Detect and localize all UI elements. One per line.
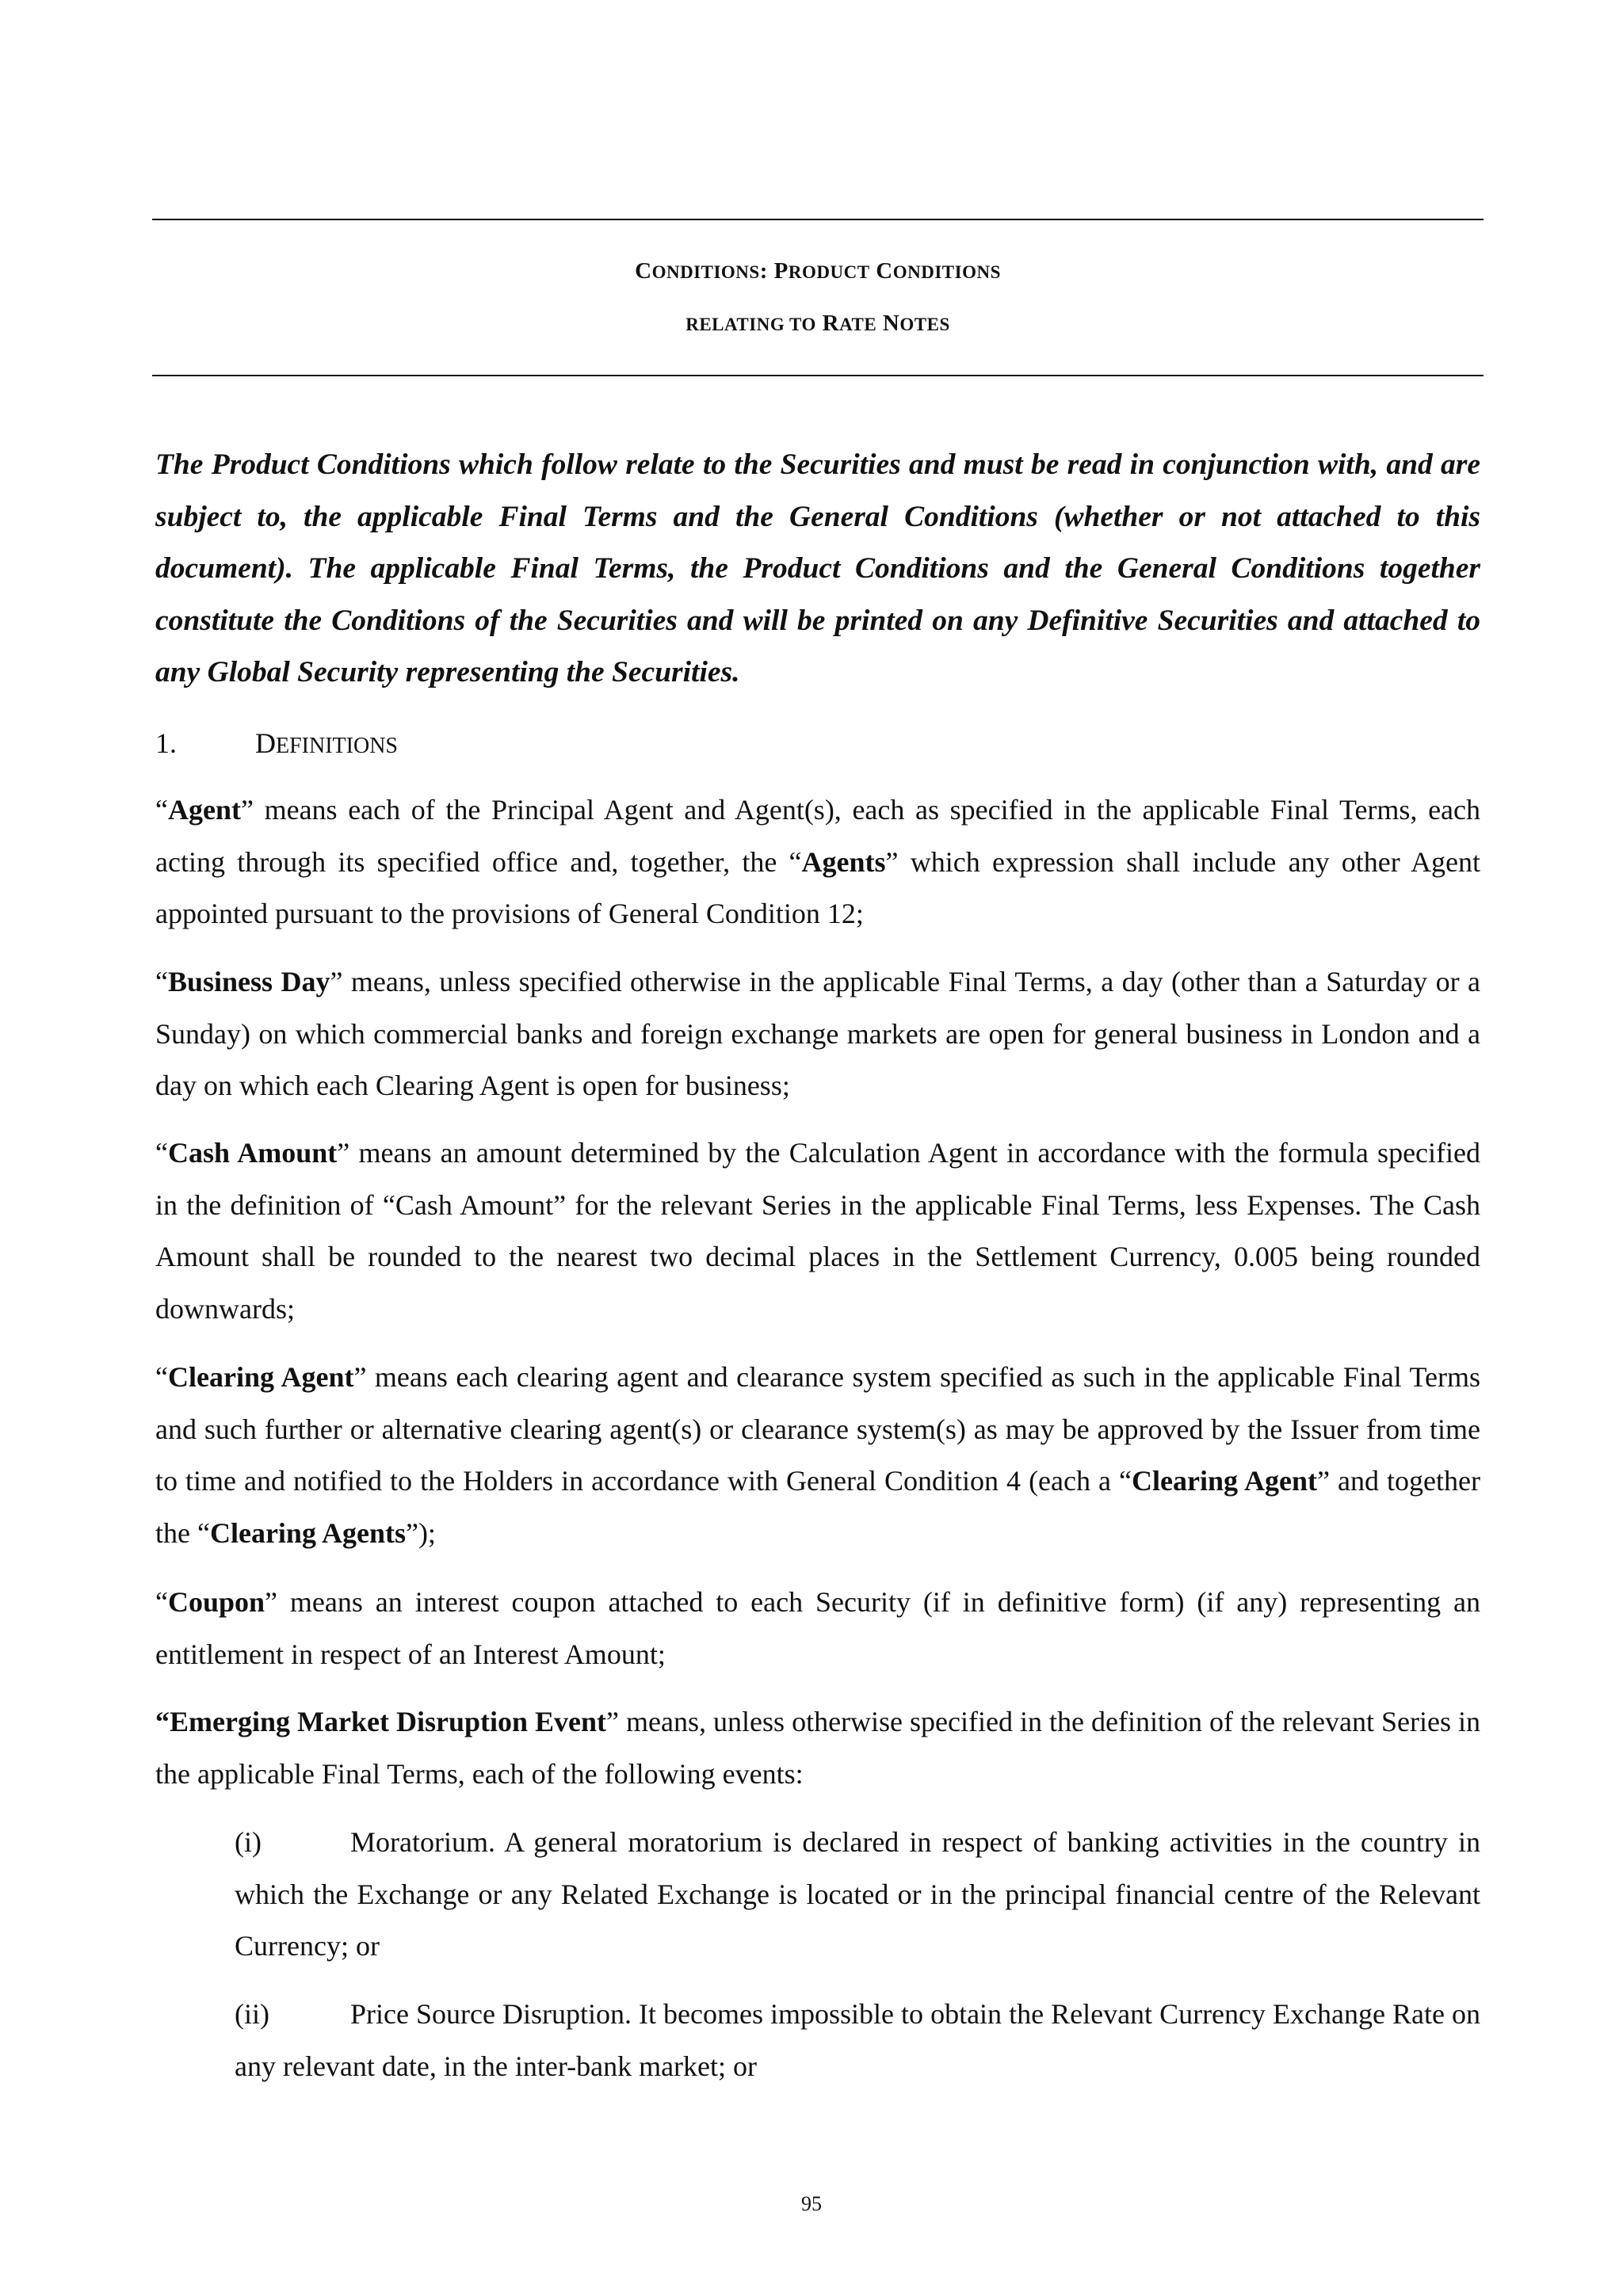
title-colon: : [759,258,768,284]
definition-text: ” means an interest coupon attached to each Security (if in definitive form) (if any) representing an entitlement in respect of an Interest Amount; [155,1586,1480,1670]
title-word-rest: ATE [839,315,877,334]
definition-text: ” means, unless otherwise specified in the definition of the relevant Series in the applicable Final Terms, each of the following events: [155,1706,1480,1790]
open-quote: “ [155,1361,168,1393]
title-word-cap: R [822,311,840,336]
top-rule [152,219,1484,220]
definition-text: ”); [405,1516,436,1549]
definition-business-day [155,956,1480,1112]
definition-agent [155,784,1480,940]
title-word-cap: C [635,258,652,284]
page-number: 95 [801,2192,822,2215]
definition-text: ” means each of the Principal Agent and Agent(s), each as specified in the applicable Final Terms, each acting through its specified office and, together, the “ [155,794,1480,878]
list-item [235,1817,1480,1973]
open-quote: “ [155,794,168,826]
title-line-1 [152,258,1484,284]
defined-term: Clearing Agents [209,1516,406,1549]
open-quote: “ [155,966,168,997]
defined-term: Clearing Agent [1132,1465,1318,1497]
title-word-cap: N [882,311,900,336]
title-word-rest: RODUCT [788,262,870,282]
defined-term: Coupon [167,1586,265,1618]
open-quote: “ [155,1137,168,1169]
title-word-rest: ONDITIONS [651,262,760,282]
definition-coupon [155,1577,1480,1680]
defined-term: Business Day [167,966,330,997]
definition-text: ” means each clearing agent and clearance system specified as such in the applicable Final Terms and such further or alternative clearing agent(s) or clearance system(s) as may be approved by the Issuer from time to time and notified to the Holders in accordance with General Condition 4 (each a “ [155,1361,1480,1497]
title-word-rest: ONDITIONS [892,262,1001,282]
definition-emerging-market-disruption-event [155,1696,1480,1800]
definition-text: ” means, unless specified otherwise in the applicable Final Terms, a day (other than a Saturday or a Sunday) on which commercial banks and foreign exchange markets are open for general business in London and a day on which each Clearing Agent is open for business; [155,966,1480,1101]
definition-text: ” and together the “ [155,1465,1480,1549]
defined-term: Agents [801,845,886,878]
title-line-2 [152,311,1484,337]
title-word-rest: OTES [899,315,950,334]
intro-paragraph: The Product Conditions which follow relate to the Securities and must be read in conjunction with, and are subject to, the applicable Final Terms and the General Conditions (whether or not attached to this document). The applicable Final Terms, the Product Conditions and the General Conditions together constitute the Conditions of the Securities and will be printed on any Definitive Securities and attached to any Global Security representing the Securities. [155,448,1480,688]
list-item [235,1989,1480,2092]
title-word-cap: C [876,258,893,284]
definition-text: ” which expression shall include any other Agent appointed pursuant to the provisions of General Condition 12; [155,845,1480,929]
list-item-text: Moratorium. A general moratorium is declared in respect of banking activities in the country in which the Exchange or any Related Exchange is located or in the principal financial centre of the Relevant Currency; or [235,1826,1480,1962]
list-item-text: Price Source Disruption. It becomes impossible to obtain the Relevant Currency Exchange Rate on any relevant date, in the inter-bank market; or [235,1998,1480,2082]
list-marker: (ii) [235,1998,269,2030]
open-quote: “ [155,1586,168,1618]
section-title-cap: D [255,727,276,759]
definition-text: ” means an amount determined by the Calculation Agent in accordance with the formula specified in the definition of “Cash Amount” for the relevant Series in the applicable Final Terms, less Expenses. The Cash Amount shall be rounded to the nearest two decimal places in the Settlement Currency, 0.005 being rounded downwards; [155,1137,1480,1325]
section-heading [155,718,398,772]
definition-cash-amount [155,1127,1480,1335]
section-title-rest: EFINITIONS [276,734,398,758]
title-word-cap: P [773,258,789,284]
title-prefix: RELATING TO [685,315,816,334]
defined-term: “Emerging Market Disruption Event [155,1706,607,1737]
defined-term: Agent [167,794,241,826]
definition-clearing-agent [155,1352,1480,1559]
defined-term: Cash Amount [167,1137,338,1169]
defined-term: Clearing Agent [167,1361,354,1393]
list-marker: (i) [235,1826,262,1858]
section-number: 1. [155,727,177,759]
bottom-rule [152,375,1484,376]
